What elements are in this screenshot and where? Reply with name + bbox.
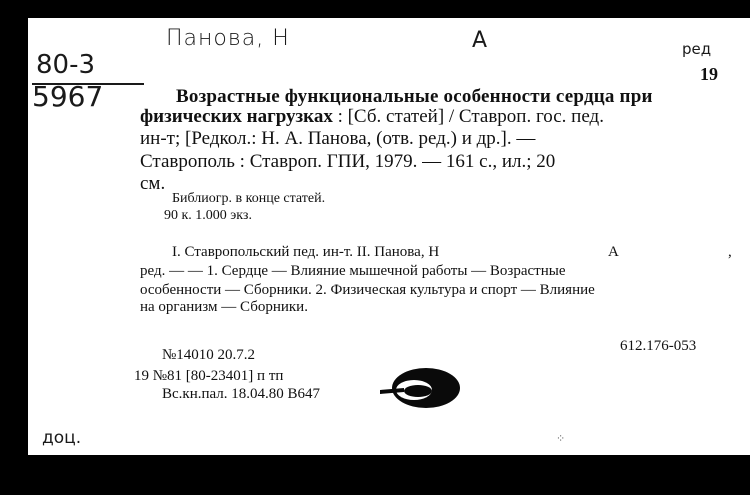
volume-number: 19 (700, 64, 718, 84)
subjects-line-2: ред. — — 1. Сердце — Влияние мышечной работы — Возрастные (140, 263, 566, 279)
note-price: 90 к. 1.000 экз. (164, 208, 252, 223)
title-line-4: Ставрополь : Ставроп. ГПИ, 1979. — 161 с., ил.; 20 (140, 151, 556, 172)
title-line-1: Возрастные функциональные особенности сердца при (176, 86, 653, 107)
handwritten-bottom-note: доц. (42, 428, 82, 448)
print-info-line-3: Вс.кн.пал. 18.04.80 В647 (162, 386, 321, 402)
paper-speck: ⁘ (556, 433, 566, 445)
handwritten-red-note: ред (682, 40, 712, 58)
handwritten-initial: А (472, 28, 488, 53)
udc-code: 612.176-053 (620, 338, 697, 354)
title-line-2-rest: : [Сб. статей] / Ставроп. гос. пед. (332, 106, 604, 127)
subjects-line-4: на организм — Сборники. (140, 299, 308, 315)
handwritten-code-bottom: 5967 (32, 80, 104, 113)
subjects-line-1-text: I. Ставропольский пед. ин-т. II. Панова, Н (172, 244, 440, 260)
subjects-initial: А (608, 244, 619, 260)
print-info-line-2: 19 №81 [80-23401] п тп (134, 368, 284, 384)
title-line-2-bold: физических нагрузках (140, 106, 333, 127)
subjects-comma: , (728, 244, 732, 260)
note-bibliography: Библиогр. в конце статей. (172, 191, 326, 206)
title-line-2 (140, 106, 604, 128)
handwritten-author: Панова, Н (166, 26, 290, 51)
title-line-3: ин-т; [Редкол.: Н. А. Панова, (отв. ред.) и др.]. — (140, 128, 536, 149)
catalog-card (28, 18, 750, 455)
ink-stamp-blot (374, 364, 462, 412)
handwritten-code-top: 80-3 (36, 50, 96, 80)
title-line-5: см. (140, 173, 166, 194)
subjects-line-3: особенности — Сборники. 2. Физическая культура и спорт — Влияние (140, 282, 595, 298)
subjects-line-1 (172, 244, 732, 261)
print-info-line-1: №14010 20.7.2 (162, 347, 256, 363)
